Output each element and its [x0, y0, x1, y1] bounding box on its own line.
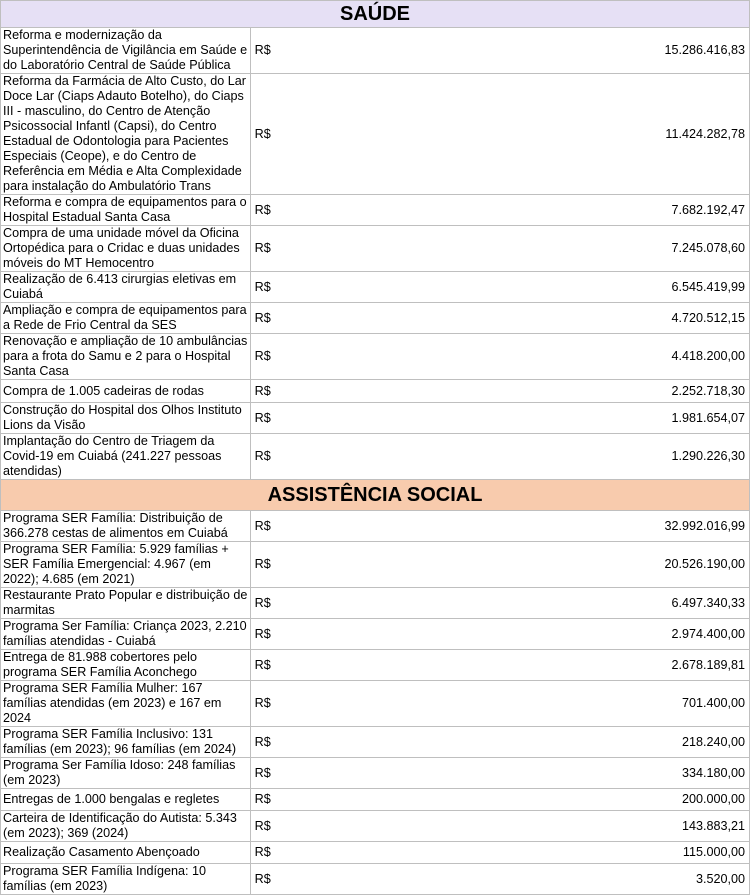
- row-description: Construção do Hospital dos Olhos Instituto Lions da Visão: [1, 403, 251, 434]
- row-description: Reforma da Farmácia de Alto Custo, do Lar Doce Lar (Ciaps Adauto Botelho), do Ciaps III - masculino, do Centro de Atenção Psicossocial Infantl (Capsi), do Centro Estadual de Odontologia para Pacientes Especiais (Ceope), e do Centro de Referência em Média e Alta Complexidade para instalação do Ambulatório Trans: [1, 74, 251, 195]
- table-row: [1, 864, 750, 895]
- row-value: 2.974.400,00: [500, 619, 750, 650]
- table-row: [1, 811, 750, 842]
- row-currency: R$: [250, 811, 500, 842]
- row-description: Reforma e modernização da Superintendência de Vigilância em Saúde e do Laboratório Central de Saúde Pública: [1, 28, 251, 74]
- table-row: [1, 74, 750, 195]
- row-value: 32.992.016,99: [500, 511, 750, 542]
- section-header-saude: [1, 1, 750, 28]
- row-value: 115.000,00: [500, 842, 750, 864]
- row-currency: R$: [250, 195, 500, 226]
- row-value: 11.424.282,78: [500, 74, 750, 195]
- row-description: Programa Ser Família Idoso: 248 famílias (em 2023): [1, 758, 251, 789]
- row-value: 4.720.512,15: [500, 303, 750, 334]
- row-value: 4.418.200,00: [500, 334, 750, 380]
- table-row: [1, 303, 750, 334]
- row-currency: R$: [250, 434, 500, 480]
- table-row: [1, 842, 750, 864]
- section-title: SAÚDE: [1, 1, 750, 28]
- row-currency: R$: [250, 380, 500, 403]
- row-value: 218.240,00: [500, 727, 750, 758]
- row-value: 701.400,00: [500, 681, 750, 727]
- row-description: Programa SER Família Indígena: 10 famílias (em 2023): [1, 864, 251, 895]
- table-row: [1, 681, 750, 727]
- row-currency: R$: [250, 226, 500, 272]
- row-description: Entrega de 81.988 cobertores pelo programa SER Família Aconchego: [1, 650, 251, 681]
- table-row: [1, 380, 750, 403]
- row-description: Compra de uma unidade móvel da Oficina Ortopédica para o Cridac e duas unidades móveis do MT Hemocentro: [1, 226, 251, 272]
- row-currency: R$: [250, 619, 500, 650]
- section-title: ASSISTÊNCIA SOCIAL: [1, 480, 750, 511]
- row-currency: R$: [250, 588, 500, 619]
- row-description: Ampliação e compra de equipamentos para a Rede de Frio Central da SES: [1, 303, 251, 334]
- row-currency: R$: [250, 542, 500, 588]
- row-description: Renovação e ampliação de 10 ambulâncias para a frota do Samu e 2 para o Hospital Santa Casa: [1, 334, 251, 380]
- row-description: Programa Ser Família: Criança 2023, 2.210 famílias atendidas - Cuiabá: [1, 619, 251, 650]
- table-row: [1, 28, 750, 74]
- row-currency: R$: [250, 789, 500, 811]
- table-row: [1, 650, 750, 681]
- table-row: [1, 334, 750, 380]
- row-currency: R$: [250, 403, 500, 434]
- row-value: 1.290.226,30: [500, 434, 750, 480]
- table-row: [1, 789, 750, 811]
- row-currency: R$: [250, 303, 500, 334]
- table-row: [1, 434, 750, 480]
- row-currency: R$: [250, 864, 500, 895]
- table-row: [1, 727, 750, 758]
- row-value: 2.678.189,81: [500, 650, 750, 681]
- row-value: 143.883,21: [500, 811, 750, 842]
- investment-table-body: [1, 1, 750, 895]
- row-value: 6.545.419,99: [500, 272, 750, 303]
- table-row: [1, 272, 750, 303]
- row-currency: R$: [250, 650, 500, 681]
- row-currency: R$: [250, 74, 500, 195]
- row-description: Programa SER Família Mulher: 167 famílias atendidas (em 2023) e 167 em 2024: [1, 681, 251, 727]
- row-value: 7.245.078,60: [500, 226, 750, 272]
- row-value: 1.981.654,07: [500, 403, 750, 434]
- row-value: 20.526.190,00: [500, 542, 750, 588]
- table-row: [1, 588, 750, 619]
- row-value: 334.180,00: [500, 758, 750, 789]
- row-currency: R$: [250, 727, 500, 758]
- row-description: Compra de 1.005 cadeiras de rodas: [1, 380, 251, 403]
- row-value: 6.497.340,33: [500, 588, 750, 619]
- row-currency: R$: [250, 681, 500, 727]
- row-description: Programa SER Família: Distribuição de 366.278 cestas de alimentos em Cuiabá: [1, 511, 251, 542]
- table-row: [1, 758, 750, 789]
- row-value: 2.252.718,30: [500, 380, 750, 403]
- section-header-assistencia-social: [1, 480, 750, 511]
- table-row: [1, 403, 750, 434]
- table-row: [1, 511, 750, 542]
- row-description: Reforma e compra de equipamentos para o Hospital Estadual Santa Casa: [1, 195, 251, 226]
- row-currency: R$: [250, 842, 500, 864]
- row-description: Programa SER Família: 5.929 famílias + SER Família Emergencial: 4.967 (em 2022); 4.685 (em 2021): [1, 542, 251, 588]
- row-currency: R$: [250, 272, 500, 303]
- row-value: 3.520,00: [500, 864, 750, 895]
- table-row: [1, 619, 750, 650]
- row-value: 7.682.192,47: [500, 195, 750, 226]
- table-row: [1, 195, 750, 226]
- row-description: Restaurante Prato Popular e distribuição de marmitas: [1, 588, 251, 619]
- row-currency: R$: [250, 511, 500, 542]
- row-currency: R$: [250, 28, 500, 74]
- row-value: 200.000,00: [500, 789, 750, 811]
- row-value: 15.286.416,83: [500, 28, 750, 74]
- row-description: Entregas de 1.000 bengalas e regletes: [1, 789, 251, 811]
- row-description: Realização de 6.413 cirurgias eletivas em Cuiabá: [1, 272, 251, 303]
- row-description: Implantação do Centro de Triagem da Covid-19 em Cuiabá (241.227 pessoas atendidas): [1, 434, 251, 480]
- row-currency: R$: [250, 334, 500, 380]
- row-description: Carteira de Identificação do Autista: 5.343 (em 2023); 369 (2024): [1, 811, 251, 842]
- table-row: [1, 542, 750, 588]
- row-description: Programa SER Família Inclusivo: 131 famílias (em 2023); 96 famílias (em 2024): [1, 727, 251, 758]
- row-currency: R$: [250, 758, 500, 789]
- row-description: Realização Casamento Abençoado: [1, 842, 251, 864]
- table-row: [1, 226, 750, 272]
